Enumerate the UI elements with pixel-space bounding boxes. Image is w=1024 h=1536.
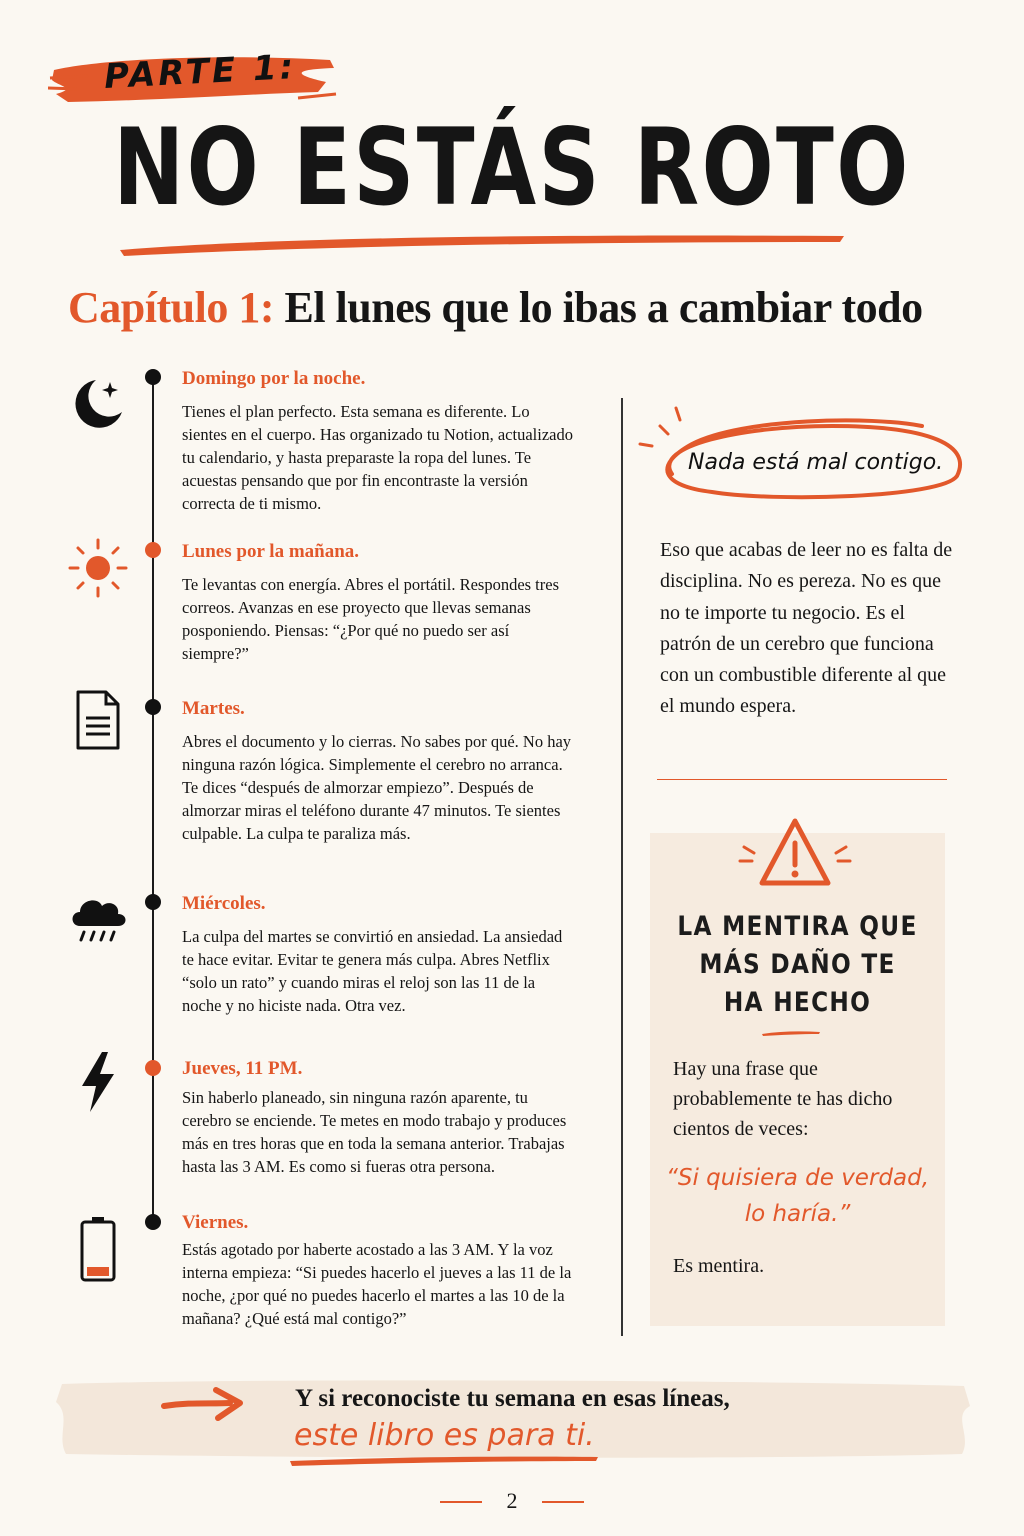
card-title-line: MÁS DAÑO TE <box>699 949 896 980</box>
entry-title: Miércoles. <box>182 893 266 914</box>
callout-text: Nada está mal contigo. <box>688 450 944 475</box>
entry-body: Estás agotado por haberte acostado a las 3 AM. Y la voz interna empieza: “Si puedes hacerlo el jueves a las 11 de la noche, ¿por qué no puedes hacerlo el martes a las 10 de la mañana? ¿Qué está mal contigo?” <box>182 1240 572 1328</box>
entry-title: Martes. <box>182 698 245 719</box>
chapter-heading <box>68 282 923 333</box>
entry-title: Viernes. <box>182 1212 249 1233</box>
timeline-entry <box>182 1212 577 1330</box>
timeline-dot <box>145 699 161 715</box>
timeline-entry <box>182 893 577 1017</box>
card-body: Hay una frase que probablemente te has dicho cientos de veces: <box>673 1058 893 1140</box>
timeline-entry <box>182 1058 577 1178</box>
page-number: 2 <box>506 1488 518 1513</box>
chapter-title: El lunes que lo ibas a cambiar todo <box>284 283 923 332</box>
timeline-dot <box>145 369 161 385</box>
card-underline <box>761 1030 821 1036</box>
banner-underline <box>288 1453 600 1467</box>
entry-title: Domingo por la noche. <box>182 368 366 389</box>
timeline-line <box>152 375 154 1223</box>
entry-body: Tienes el plan perfecto. Esta semana es diferente. Lo sientes en el cuerpo. Has organizado tu Notion, actualizado tu calendario, y hasta preparaste la ropa del lunes. Te acuestas pensando que por fin encontraste la versión correcta de ti mismo. <box>182 402 573 513</box>
timeline-entry <box>182 698 577 845</box>
part-label: PARTE 1: <box>103 46 298 98</box>
sun-icon <box>66 536 130 600</box>
entry-body: Sin haberlo planeado, sin ninguna razón aparente, tu cerebro se enciende. Te metes en modo trabajo y produces más en tres horas que en toda la semana anterior. Trabajas hasta las 3 AM. Es como si fueras otra persona. <box>182 1088 567 1176</box>
low-battery-icon <box>66 1215 130 1285</box>
banner-highlight: este libro es para ti. <box>294 1418 595 1453</box>
warning-icon <box>730 815 860 895</box>
card-ending: Es mentira. <box>673 1255 765 1277</box>
sidebar-paragraph: Eso que acabas de leer no es falta de disciplina. No es pereza. No es que no te importe tu negocio. Es el patrón de un cerebro que funciona con un combustible diferente al que el mundo espera. <box>660 539 953 718</box>
page-title: NO ESTÁS ROTO <box>113 106 911 229</box>
column-divider <box>621 398 623 1336</box>
moon-star-icon <box>66 370 130 434</box>
quote-line: “Si quisiera de verdad, <box>665 1165 930 1191</box>
timeline-dot <box>145 1214 161 1230</box>
rain-cloud-icon <box>66 886 130 950</box>
card-title <box>650 908 945 1022</box>
card-quote <box>650 1160 945 1232</box>
timeline-entry <box>182 368 577 515</box>
entry-body: Abres el documento y lo cierras. No sabes por qué. No hay ninguna razón lógica. Simplemente el cerebro no arranca. Te dices “después de almorzar empiezo”. Después de almorzar miras el teléfono durante 47 minutos. Te sientes culpable. La culpa te paraliza más. <box>182 732 572 843</box>
page-number-rule <box>440 1501 482 1503</box>
lightning-icon <box>66 1050 130 1114</box>
timeline-dot <box>145 542 161 558</box>
banner-text: Y si reconociste tu semana en esas líneas, <box>295 1385 730 1412</box>
chapter-number: Capítulo 1: <box>68 283 274 332</box>
document-icon <box>66 688 130 752</box>
entry-body: Te levantas con energía. Abres el portátil. Respondes tres correos. Avanzas en ese proyecto que llevas semanas posponiendo. Piensas: “¿Por qué no puedo ser así siempre?” <box>182 575 560 663</box>
timeline-dot <box>145 1060 161 1076</box>
arrow-right-icon <box>160 1386 244 1422</box>
card-title-line: LA MENTIRA QUE <box>677 911 918 942</box>
timeline-dot <box>145 894 161 910</box>
page-number-rule <box>542 1501 584 1503</box>
entry-body: La culpa del martes se convirtió en ansiedad. La ansiedad te hace evitar. Evitar te genera más culpa. Abres Netflix “solo un rato” y cuando miras el reloj son las 11 de la noche y no hiciste nada. Otra vez. <box>182 927 563 1015</box>
card-title-line: HA HECHO <box>723 987 872 1018</box>
title-underline <box>118 228 848 258</box>
timeline-entry <box>182 541 577 665</box>
entry-title: Lunes por la mañana. <box>182 541 360 562</box>
quote-line: lo haría.” <box>744 1201 851 1227</box>
divider-line <box>657 779 947 780</box>
entry-title: Jueves, 11 PM. <box>182 1058 303 1079</box>
